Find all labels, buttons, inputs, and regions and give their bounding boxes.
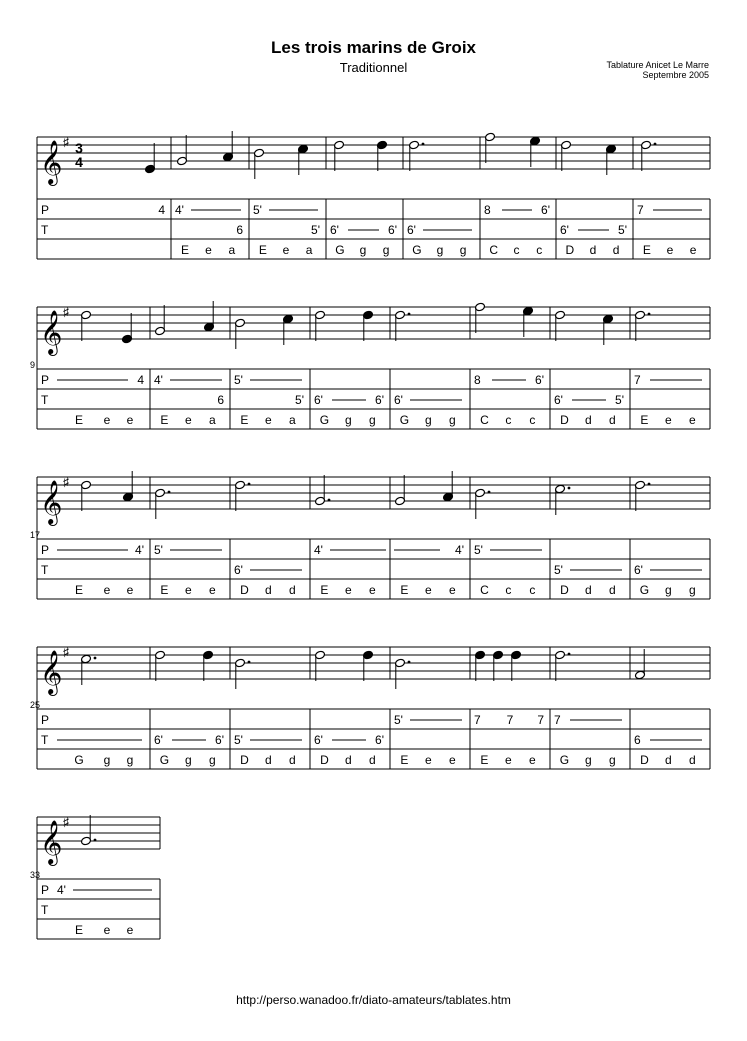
pull-row-label: T [41, 223, 49, 237]
p-button-number: 4 [137, 373, 144, 387]
chord-letter: c [529, 583, 536, 597]
chord-letter: g [585, 753, 592, 767]
chord-letter: d [369, 753, 376, 767]
p-button-number: 8 [484, 203, 491, 217]
chord-letter: G [559, 753, 570, 767]
measure-number: 9 [30, 360, 36, 370]
measure-number: 17 [30, 530, 41, 540]
t-button-number: 6 [236, 223, 243, 237]
p-button-number: 7 [634, 373, 641, 387]
chord-letter: a [305, 243, 313, 257]
chord-letter: g [436, 243, 444, 257]
chord-letter: e [126, 583, 134, 597]
chord-letter: d [265, 753, 272, 767]
key-sharp-icon: ♯ [63, 645, 69, 659]
p-button-number: 5' [474, 543, 483, 557]
p-button-number: 7 [554, 713, 561, 727]
t-button-number: 5' [234, 733, 243, 747]
p-button-number: 4' [455, 543, 464, 557]
chord-letter: g [103, 753, 111, 767]
p-button-number: 4' [135, 543, 144, 557]
t-button-number: 6' [215, 733, 224, 747]
chord-letter: d [689, 753, 696, 767]
chord-letter: d [585, 583, 592, 597]
chord-letter: D [240, 583, 249, 597]
treble-clef-icon: 𝄞 [40, 482, 63, 524]
p-button-number: 7 [537, 713, 544, 727]
chord-letter: e [185, 583, 192, 597]
chord-letter: g [209, 753, 216, 767]
dot [648, 313, 651, 316]
t-button-number: 6' [154, 733, 163, 747]
chord-letter: g [126, 753, 134, 767]
dot [168, 491, 171, 494]
p-button-number: 4' [154, 373, 163, 387]
chord-letter: d [589, 243, 597, 257]
measure-number: 25 [30, 700, 41, 710]
chord-letter: g [609, 753, 616, 767]
chord-letter: g [689, 583, 696, 597]
dot [328, 499, 331, 502]
chord-letter: d [665, 753, 672, 767]
dot [408, 661, 411, 664]
chord-letter: G [412, 243, 422, 257]
chord-letter: E [160, 583, 169, 597]
chord-letter: E [160, 413, 169, 427]
p-button-number: 7 [474, 713, 481, 727]
chord-letter: e [126, 923, 134, 937]
chord-letter: D [640, 753, 649, 767]
t-button-number: 6' [560, 223, 569, 237]
chord-letter: d [289, 753, 296, 767]
chord-letter: g [665, 583, 672, 597]
p-button-number: 7 [637, 203, 644, 217]
chord-letter: e [185, 413, 192, 427]
t-button-number: 6 [634, 733, 641, 747]
system-4 [30, 645, 710, 769]
treble-clef-icon: 𝄞 [40, 652, 63, 694]
pull-row-label: T [41, 393, 49, 407]
p-button-number: 5' [253, 203, 262, 217]
chord-letter: e [529, 753, 536, 767]
p-button-number: 4 [158, 203, 165, 217]
t-button-number: 6' [394, 393, 403, 407]
push-row-label: P [41, 543, 50, 557]
chord-letter: C [480, 583, 489, 597]
p-button-number: 7 [506, 713, 514, 727]
chord-letter: d [585, 413, 592, 427]
chord-letter: e [689, 243, 697, 257]
push-row-label: P [41, 713, 50, 727]
chord-letter: D [560, 583, 569, 597]
pull-row-label: T [41, 903, 49, 917]
chord-letter: d [345, 753, 352, 767]
chord-letter: c [505, 583, 512, 597]
dot [408, 313, 411, 316]
p-button-number: 6' [535, 373, 544, 387]
chord-letter: e [209, 583, 216, 597]
measure-number: 33 [30, 870, 41, 880]
dot [94, 839, 97, 842]
dot [568, 653, 571, 656]
dot [422, 143, 425, 146]
t-button-number: 5' [295, 393, 304, 407]
chord-letter: E [240, 413, 249, 427]
time-signature-beats: 3 [75, 140, 83, 156]
chord-letter: c [529, 413, 536, 427]
chord-letter: E [640, 413, 649, 427]
chord-letter: D [320, 753, 329, 767]
chord-letter: a [289, 413, 296, 427]
chord-letter: g [185, 753, 192, 767]
chord-letter: G [399, 413, 410, 427]
chord-letter: E [258, 243, 267, 257]
chord-letter: E [74, 413, 84, 427]
t-button-number: 5' [311, 223, 320, 237]
t-button-number: 6' [554, 393, 563, 407]
chord-letter: a [228, 243, 236, 257]
chord-letter: e [205, 243, 212, 257]
chord-letter: e [103, 413, 111, 427]
p-button-number: 5' [234, 373, 243, 387]
chord-letter: G [159, 753, 170, 767]
chord-letter: g [359, 243, 367, 257]
chord-letter: d [609, 413, 616, 427]
chord-letter: e [345, 583, 352, 597]
arrangement-date: Septembre 2005 [642, 70, 709, 80]
key-sharp-icon: ♯ [63, 475, 69, 489]
dot [248, 661, 251, 664]
dot [94, 657, 97, 660]
key-sharp-icon: ♯ [63, 305, 69, 319]
t-button-number: 6' [330, 223, 339, 237]
chord-letter: E [320, 583, 329, 597]
t-button-number: 6' [314, 733, 323, 747]
chord-letter: e [666, 243, 674, 257]
source-url: http://perso.wanadoo.fr/diato-amateurs/tablates.htm [236, 993, 511, 1007]
push-row-label: P [41, 883, 50, 897]
dot [654, 143, 657, 146]
p-button-number: 8 [474, 373, 481, 387]
chord-letter: e [126, 413, 134, 427]
chord-letter: e [665, 413, 672, 427]
score-subtitle: Traditionnel [339, 60, 408, 75]
p-button-number: 4' [314, 543, 323, 557]
system-3 [30, 471, 710, 599]
t-button-number: 6' [375, 733, 384, 747]
chord-letter: g [425, 413, 432, 427]
t-button-number: 6' [388, 223, 397, 237]
chord-letter: c [505, 413, 512, 427]
chord-letter: e [689, 413, 696, 427]
chord-letter: G [74, 753, 84, 767]
key-sharp-icon: ♯ [63, 815, 69, 829]
chord-letter: E [181, 243, 190, 257]
t-button-number: 6' [375, 393, 384, 407]
chord-letter: c [536, 243, 543, 257]
treble-clef-icon: 𝄞 [40, 142, 63, 184]
t-button-number: 6' [634, 563, 643, 577]
chord-letter: E [74, 923, 84, 937]
chord-letter: e [282, 243, 290, 257]
chord-letter: a [209, 413, 216, 427]
chord-letter: g [449, 413, 456, 427]
key-sharp-icon: ♯ [63, 135, 69, 149]
t-button-number: 5' [615, 393, 624, 407]
chord-letter: e [449, 753, 456, 767]
chord-letter: c [513, 243, 520, 257]
chord-letter: d [289, 583, 296, 597]
chord-letter: C [489, 243, 499, 257]
chord-letter: G [639, 583, 650, 597]
chord-letter: D [240, 753, 249, 767]
chord-letter: G [319, 413, 330, 427]
dot [568, 487, 571, 490]
system-2 [30, 301, 710, 429]
chord-letter: e [449, 583, 456, 597]
chord-letter: D [565, 243, 575, 257]
system-1 [37, 131, 710, 259]
push-row-label: P [41, 203, 50, 217]
chord-letter: E [400, 753, 409, 767]
chord-letter: g [459, 243, 467, 257]
chord-letter: E [74, 583, 84, 597]
p-button-number: 4' [57, 883, 66, 897]
time-signature-unit: 4 [75, 154, 83, 170]
chord-letter: d [609, 583, 616, 597]
dot [488, 491, 491, 494]
chord-letter: e [265, 413, 272, 427]
push-row-label: P [41, 373, 50, 387]
pull-row-label: T [41, 563, 49, 577]
chord-letter: g [345, 413, 352, 427]
chord-letter: D [560, 413, 569, 427]
chord-letter: C [480, 413, 489, 427]
chord-letter: d [265, 583, 272, 597]
chord-letter: G [335, 243, 345, 257]
dot [248, 483, 251, 486]
score-title: Les trois marins de Groix [270, 38, 476, 57]
system-5 [30, 815, 160, 939]
p-button-number: 5' [394, 713, 403, 727]
p-button-number: 4' [175, 203, 184, 217]
chord-letter: E [400, 583, 409, 597]
t-button-number: 5' [618, 223, 627, 237]
chord-letter: E [480, 753, 489, 767]
t-button-number: 6' [407, 223, 416, 237]
t-button-number: 6' [234, 563, 243, 577]
treble-clef-icon: 𝄞 [40, 312, 63, 354]
p-button-number: 6' [541, 203, 550, 217]
t-button-number: 6' [314, 393, 323, 407]
chord-letter: e [103, 583, 111, 597]
treble-clef-icon: 𝄞 [40, 822, 63, 864]
t-button-number: 6 [217, 393, 224, 407]
chord-letter: d [612, 243, 620, 257]
chord-letter: g [369, 413, 376, 427]
p-button-number: 5' [154, 543, 163, 557]
chord-letter: e [369, 583, 376, 597]
t-button-number: 5' [554, 563, 563, 577]
chord-letter: e [505, 753, 512, 767]
chord-letter: e [425, 583, 432, 597]
pull-row-label: T [41, 733, 49, 747]
chord-letter: E [642, 243, 651, 257]
chord-letter: e [425, 753, 432, 767]
chord-letter: g [382, 243, 390, 257]
chord-letter: e [103, 923, 111, 937]
arranger-credit: Tablature Anicet Le Marre [606, 60, 709, 70]
dot [648, 483, 651, 486]
